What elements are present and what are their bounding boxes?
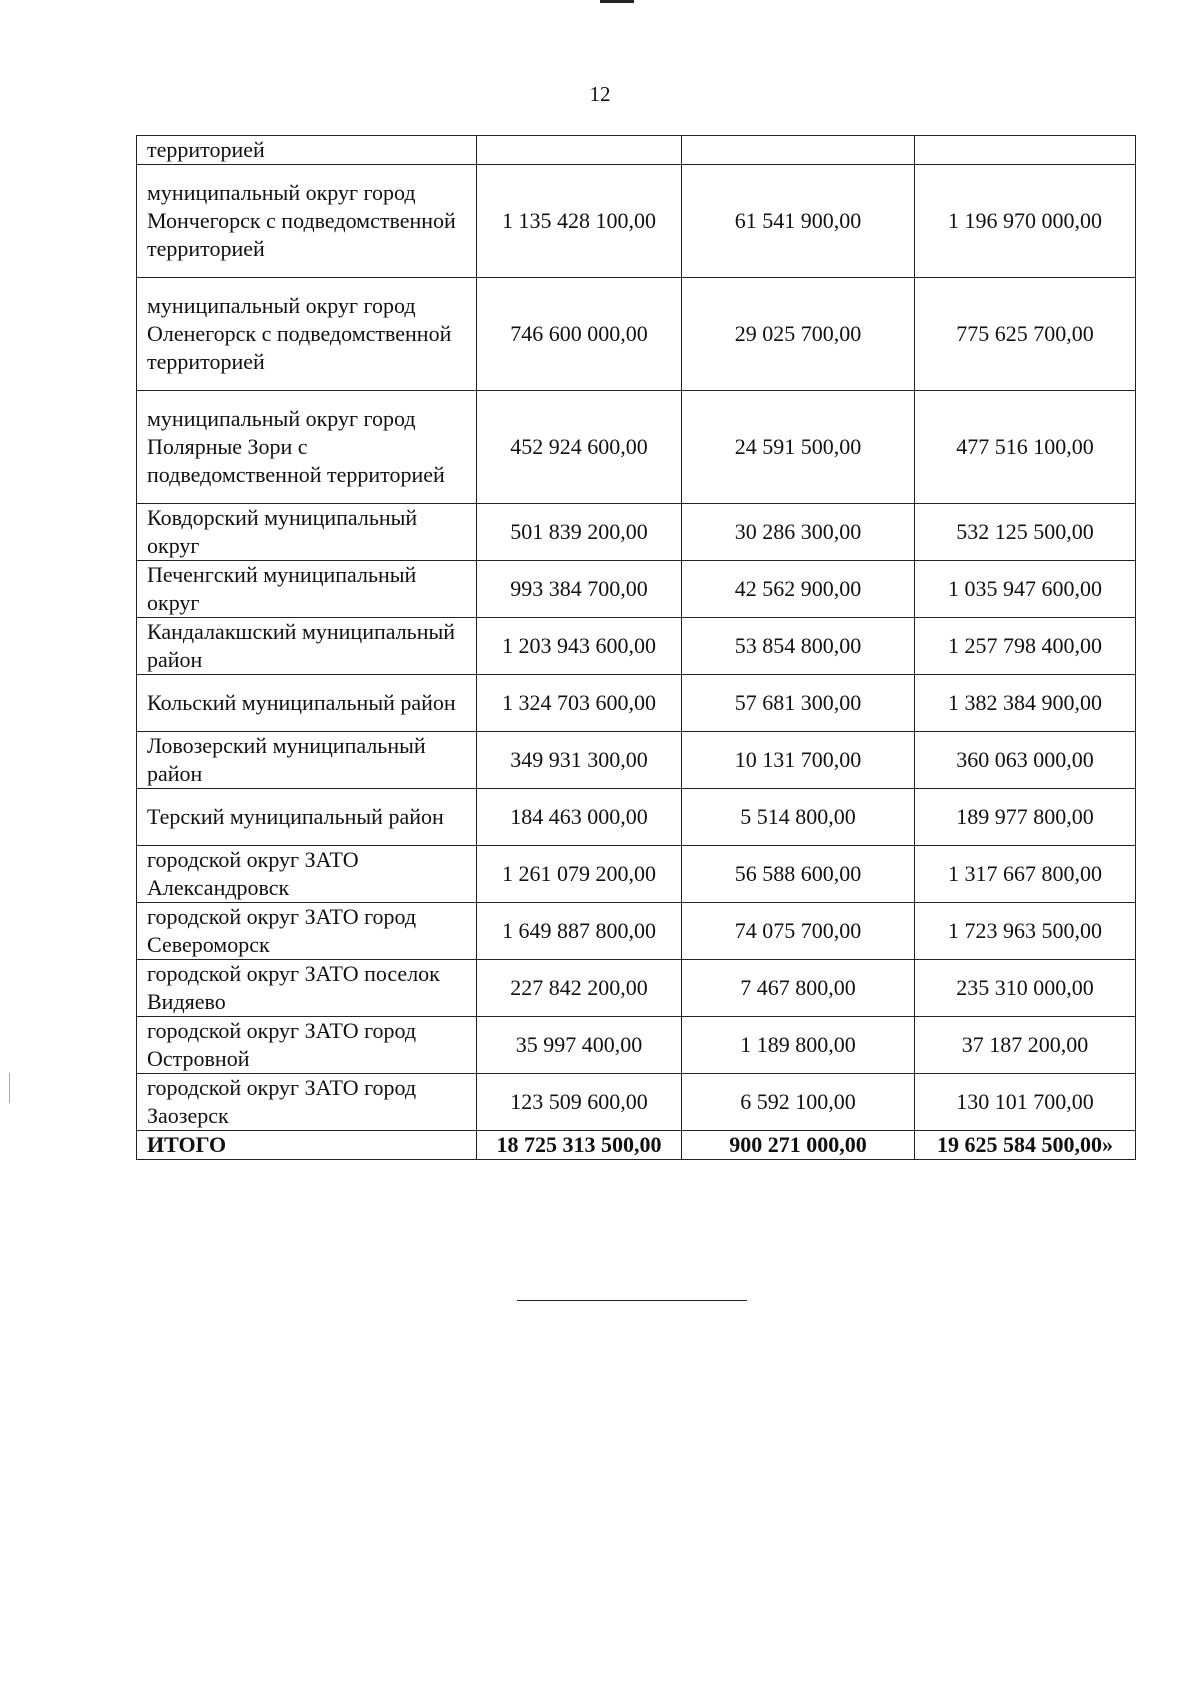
row-name: муниципальный округ город Мончегорск с подведомственной территорией	[137, 165, 477, 278]
row-value-2: 5 514 800,00	[682, 789, 915, 846]
table-row	[137, 1074, 1136, 1131]
row-value-1: 35 997 400,00	[477, 1017, 682, 1074]
table-row	[137, 846, 1136, 903]
row-value-3: 775 625 700,00	[915, 278, 1136, 391]
row-value-2: 56 588 600,00	[682, 846, 915, 903]
top-edge-mark	[600, 0, 634, 3]
row-value-3: 1 035 947 600,00	[915, 561, 1136, 618]
table-row	[137, 136, 1136, 165]
row-value-3: 532 125 500,00	[915, 504, 1136, 561]
row-value-3	[915, 136, 1136, 165]
row-name: Ловозерский муниципальный район	[137, 732, 477, 789]
row-value-1: 501 839 200,00	[477, 504, 682, 561]
row-value-3: 477 516 100,00	[915, 391, 1136, 504]
row-value-1: 993 384 700,00	[477, 561, 682, 618]
row-value-1: 349 931 300,00	[477, 732, 682, 789]
row-name: муниципальный округ город Оленегорск с подведомственной территорией	[137, 278, 477, 391]
row-value-3: 1 382 384 900,00	[915, 675, 1136, 732]
row-name: Терский муниципальный район	[137, 789, 477, 846]
total-label: ИТОГО	[137, 1131, 477, 1160]
row-name: территорией	[137, 136, 477, 165]
row-name: городской округ ЗАТО город Островной	[137, 1017, 477, 1074]
row-value-1: 452 924 600,00	[477, 391, 682, 504]
row-value-1: 123 509 600,00	[477, 1074, 682, 1131]
row-value-2: 74 075 700,00	[682, 903, 915, 960]
row-name: муниципальный округ город Полярные Зори с подведомственной территорией	[137, 391, 477, 504]
row-value-1: 1 649 887 800,00	[477, 903, 682, 960]
row-value-2: 6 592 100,00	[682, 1074, 915, 1131]
row-value-2	[682, 136, 915, 165]
row-name: городской округ ЗАТО Александровск	[137, 846, 477, 903]
row-value-2: 57 681 300,00	[682, 675, 915, 732]
row-name: городской округ ЗАТО город Заозерск	[137, 1074, 477, 1131]
table-row	[137, 903, 1136, 960]
budget-table	[136, 135, 1136, 1160]
row-name: городской округ ЗАТО поселок Видяево	[137, 960, 477, 1017]
row-value-2: 29 025 700,00	[682, 278, 915, 391]
row-name: городской округ ЗАТО город Североморск	[137, 903, 477, 960]
row-value-3: 37 187 200,00	[915, 1017, 1136, 1074]
table-row	[137, 504, 1136, 561]
total-row	[137, 1131, 1136, 1160]
table-row	[137, 165, 1136, 278]
row-value-2: 1 189 800,00	[682, 1017, 915, 1074]
row-value-2: 42 562 900,00	[682, 561, 915, 618]
table-row	[137, 1017, 1136, 1074]
row-value-1: 1 324 703 600,00	[477, 675, 682, 732]
row-value-1: 1 135 428 100,00	[477, 165, 682, 278]
row-value-3: 1 257 798 400,00	[915, 618, 1136, 675]
page-number: 12	[589, 82, 611, 106]
row-value-1: 1 261 079 200,00	[477, 846, 682, 903]
row-value-3: 1 196 970 000,00	[915, 165, 1136, 278]
table-row	[137, 618, 1136, 675]
row-value-2: 10 131 700,00	[682, 732, 915, 789]
row-value-2: 53 854 800,00	[682, 618, 915, 675]
end-of-document-rule	[517, 1300, 747, 1301]
row-value-3: 189 977 800,00	[915, 789, 1136, 846]
table-row	[137, 391, 1136, 504]
row-value-2: 7 467 800,00	[682, 960, 915, 1017]
row-name: Кандалакшский муниципальный район	[137, 618, 477, 675]
row-value-2: 24 591 500,00	[682, 391, 915, 504]
row-value-3: 235 310 000,00	[915, 960, 1136, 1017]
total-value-2: 900 271 000,00	[682, 1131, 915, 1160]
row-value-1: 184 463 000,00	[477, 789, 682, 846]
row-value-3: 360 063 000,00	[915, 732, 1136, 789]
row-value-1	[477, 136, 682, 165]
row-name: Ковдорский муниципальный округ	[137, 504, 477, 561]
table-row	[137, 561, 1136, 618]
table-row	[137, 789, 1136, 846]
row-value-2: 61 541 900,00	[682, 165, 915, 278]
row-value-3: 1 723 963 500,00	[915, 903, 1136, 960]
table-row	[137, 278, 1136, 391]
row-name: Кольский муниципальный район	[137, 675, 477, 732]
row-value-1: 746 600 000,00	[477, 278, 682, 391]
row-value-3: 130 101 700,00	[915, 1074, 1136, 1131]
table-row	[137, 732, 1136, 789]
margin-scan-mark	[9, 1073, 10, 1103]
row-value-2: 30 286 300,00	[682, 504, 915, 561]
table-row	[137, 960, 1136, 1017]
row-value-1: 1 203 943 600,00	[477, 618, 682, 675]
row-name: Печенгский муниципальный округ	[137, 561, 477, 618]
total-value-1: 18 725 313 500,00	[477, 1131, 682, 1160]
row-value-3: 1 317 667 800,00	[915, 846, 1136, 903]
table-row	[137, 675, 1136, 732]
row-value-1: 227 842 200,00	[477, 960, 682, 1017]
total-value-3: 19 625 584 500,00»	[915, 1131, 1136, 1160]
